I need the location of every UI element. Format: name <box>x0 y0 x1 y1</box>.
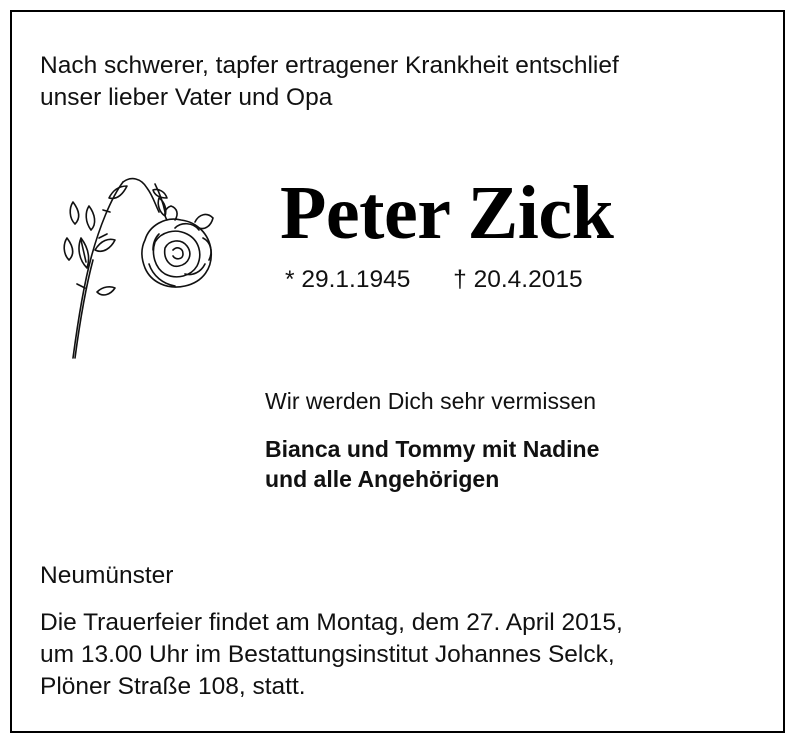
service-line-1: Die Trauerfeier findet am Montag, dem 27. April 2015, <box>40 609 623 636</box>
intro-line-2: unser lieber Vater und Opa <box>40 84 333 111</box>
deceased-name: Peter Zick <box>280 171 614 255</box>
rose-icon <box>55 168 235 368</box>
mourners <box>265 434 599 494</box>
service-line-2: um 13.00 Uhr im Bestattungsinstitut Johannes Selck, <box>40 641 615 668</box>
birth-date: * 29.1.1945 <box>285 266 411 293</box>
life-dates <box>285 265 583 295</box>
farewell-text: Wir werden Dich sehr vermissen <box>265 388 597 414</box>
service-line-3: Plöner Straße 108, statt. <box>40 673 306 700</box>
mourners-line-2: und alle Angehörigen <box>265 466 500 492</box>
intro-text <box>40 50 619 114</box>
city: Neumünster <box>40 562 174 589</box>
service-info <box>40 607 623 703</box>
death-date: † 20.4.2015 <box>453 266 583 293</box>
intro-line-1: Nach schwerer, tapfer ertragener Krankheit entschlief <box>40 52 619 79</box>
mourners-line-1: Bianca und Tommy mit Nadine <box>265 436 600 462</box>
